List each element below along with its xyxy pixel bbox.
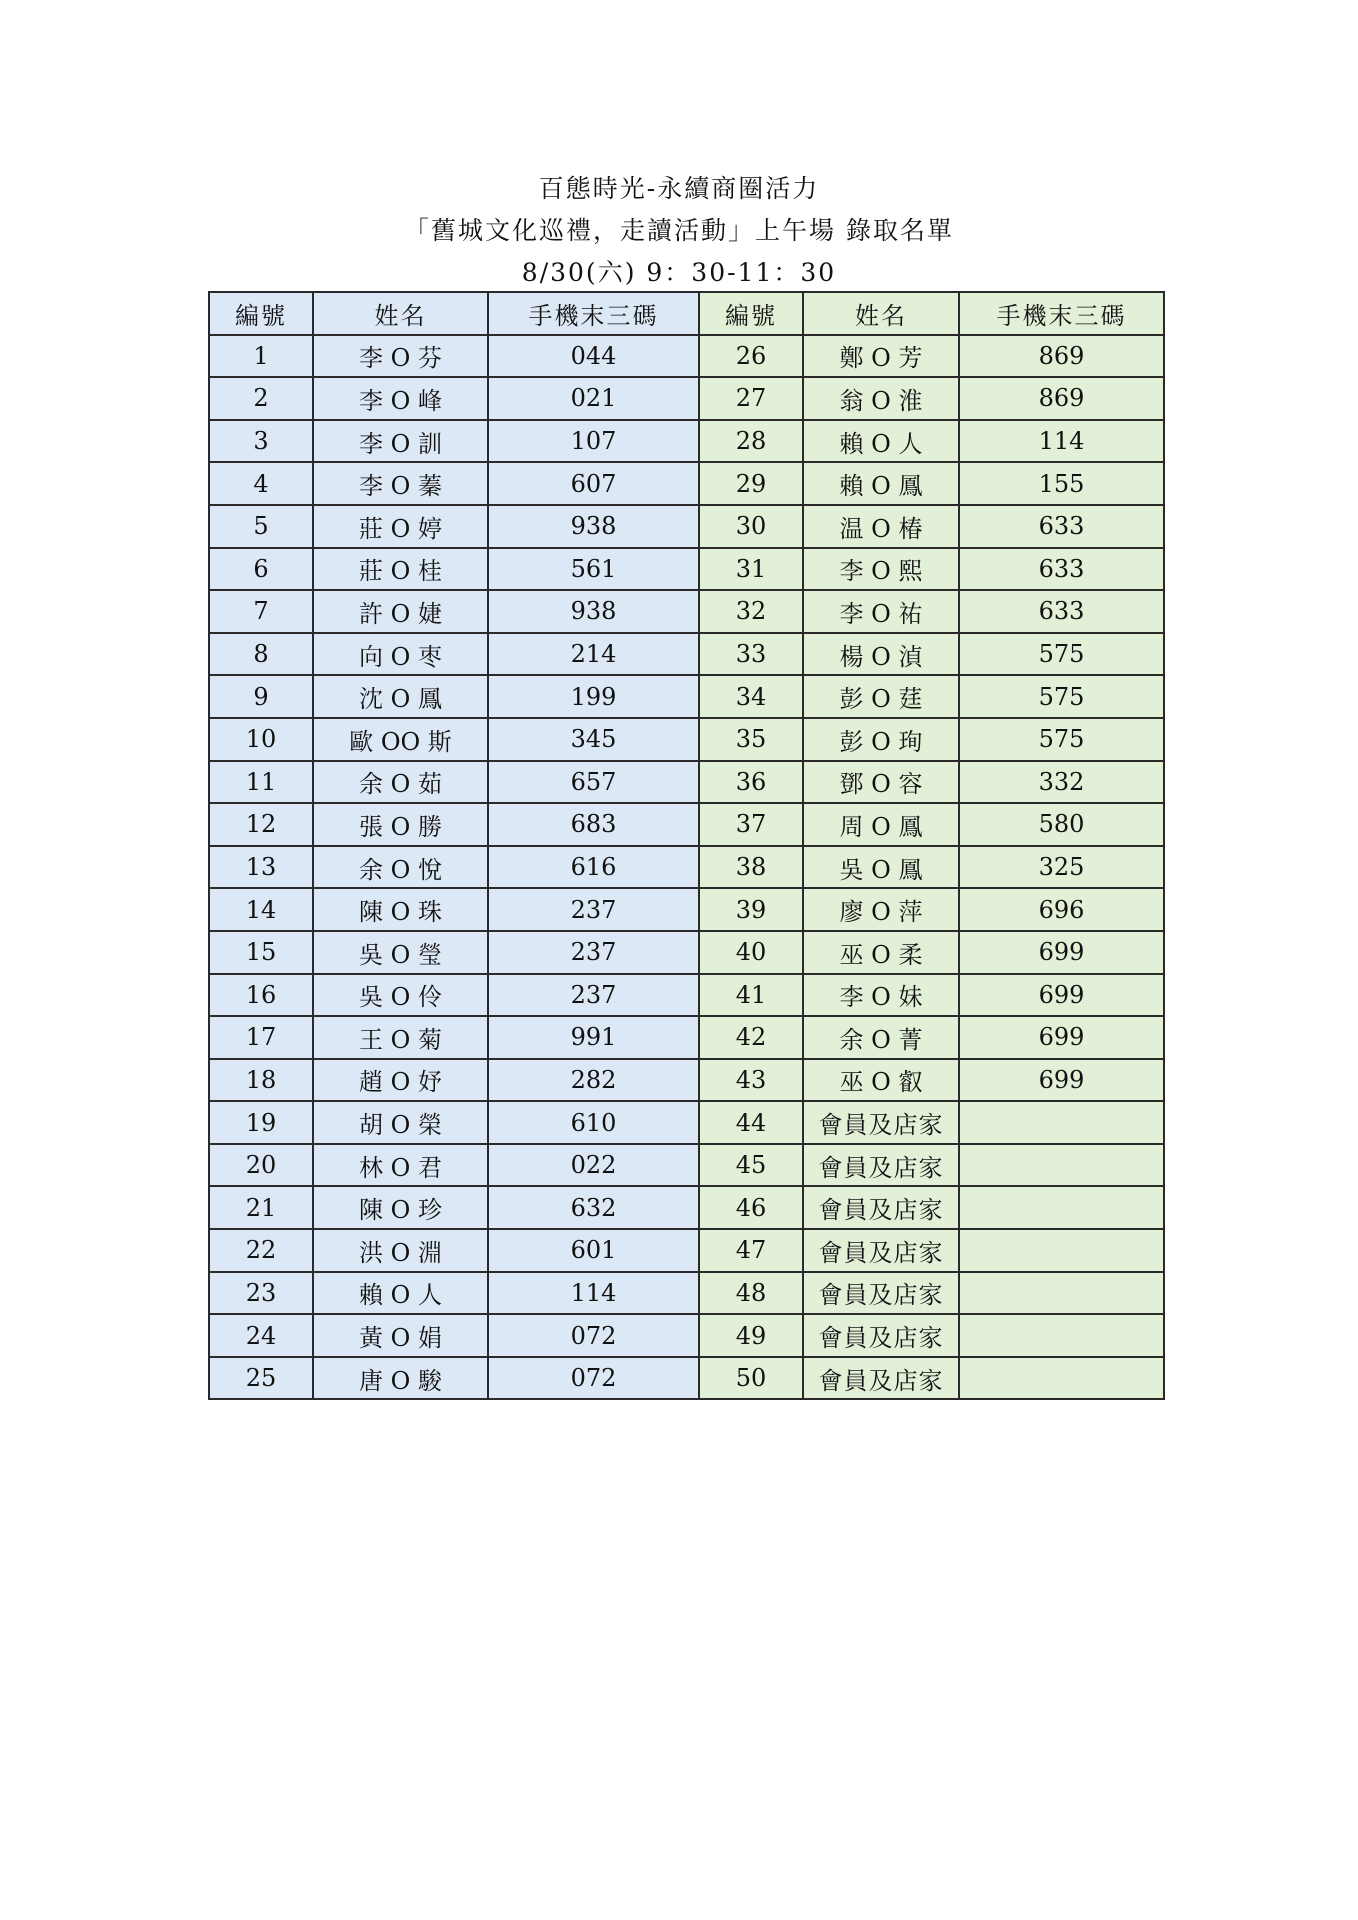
entry-name: 許 O 婕 <box>313 590 488 633</box>
entry-number: 2 <box>209 377 313 420</box>
entry-number: 43 <box>699 1059 803 1102</box>
table-row <box>209 803 1164 846</box>
entry-name: 會員及店家 <box>803 1272 959 1315</box>
entry-name: 楊 O 湞 <box>803 633 959 676</box>
entry-phone-last3: 938 <box>488 590 699 633</box>
entry-phone-last3: 325 <box>959 846 1164 889</box>
entry-number: 5 <box>209 505 313 548</box>
entry-name: 林 O 君 <box>313 1144 488 1187</box>
entry-name: 李 O 祐 <box>803 590 959 633</box>
entry-phone-last3: 575 <box>959 675 1164 718</box>
entry-number: 1 <box>209 335 313 378</box>
entry-number: 8 <box>209 633 313 676</box>
entry-name: 沈 O 鳳 <box>313 675 488 718</box>
entry-name: 莊 O 婷 <box>313 505 488 548</box>
table-row <box>209 974 1164 1017</box>
entry-name: 趙 O 妤 <box>313 1059 488 1102</box>
entry-name: 巫 O 柔 <box>803 931 959 974</box>
entry-phone-last3: 869 <box>959 377 1164 420</box>
entry-phone-last3: 633 <box>959 590 1164 633</box>
col-header-phone-left: 手機末三碼 <box>488 292 699 335</box>
entry-phone-last3: 633 <box>959 548 1164 591</box>
entry-name: 温 O 椿 <box>803 505 959 548</box>
entry-name: 余 O 悅 <box>313 846 488 889</box>
table-row <box>209 377 1164 420</box>
entry-phone-last3: 601 <box>488 1229 699 1272</box>
entry-name: 賴 O 鳳 <box>803 462 959 505</box>
table-row <box>209 1144 1164 1187</box>
entry-number: 25 <box>209 1357 313 1400</box>
entry-phone-last3: 610 <box>488 1101 699 1144</box>
entry-name: 會員及店家 <box>803 1101 959 1144</box>
entry-name: 會員及店家 <box>803 1314 959 1357</box>
entry-number: 10 <box>209 718 313 761</box>
entry-phone-last3: 072 <box>488 1314 699 1357</box>
table-row <box>209 590 1164 633</box>
entry-name: 鄭 O 芳 <box>803 335 959 378</box>
col-header-name-left: 姓名 <box>313 292 488 335</box>
entry-number: 45 <box>699 1144 803 1187</box>
entry-number: 42 <box>699 1016 803 1059</box>
entry-number: 38 <box>699 846 803 889</box>
entry-phone-last3: 282 <box>488 1059 699 1102</box>
entry-name: 會員及店家 <box>803 1186 959 1229</box>
event-title: 百態時光-永續商圈活力 <box>538 174 820 203</box>
table-row <box>209 718 1164 761</box>
table-row <box>209 1229 1164 1272</box>
entry-number: 50 <box>699 1357 803 1400</box>
entry-number: 24 <box>209 1314 313 1357</box>
entry-phone-last3: 683 <box>488 803 699 846</box>
entry-number: 16 <box>209 974 313 1017</box>
entry-name: 會員及店家 <box>803 1144 959 1187</box>
entry-name: 唐 O 駿 <box>313 1357 488 1400</box>
table-row <box>209 1186 1164 1229</box>
entry-name: 鄧 O 容 <box>803 761 959 804</box>
entry-phone-last3: 696 <box>959 888 1164 931</box>
entry-number: 39 <box>699 888 803 931</box>
entry-phone-last3: 237 <box>488 974 699 1017</box>
entry-phone-last3: 575 <box>959 718 1164 761</box>
entry-name: 彭 O 珣 <box>803 718 959 761</box>
table-row <box>209 761 1164 804</box>
entry-number: 47 <box>699 1229 803 1272</box>
entry-phone-last3: 607 <box>488 462 699 505</box>
entry-number: 15 <box>209 931 313 974</box>
entry-name: 歐 OO 斯 <box>313 718 488 761</box>
table-row <box>209 1357 1164 1400</box>
entry-phone-last3: 114 <box>488 1272 699 1315</box>
entry-name: 李 O 芬 <box>313 335 488 378</box>
entry-phone-last3: 938 <box>488 505 699 548</box>
table-row <box>209 675 1164 718</box>
entry-phone-last3: 632 <box>488 1186 699 1229</box>
entry-number: 18 <box>209 1059 313 1102</box>
entry-phone-last3 <box>959 1144 1164 1187</box>
entry-phone-last3: 633 <box>959 505 1164 548</box>
entry-number: 48 <box>699 1272 803 1315</box>
entry-number: 41 <box>699 974 803 1017</box>
entry-number: 29 <box>699 462 803 505</box>
entry-number: 9 <box>209 675 313 718</box>
entry-name: 陳 O 珍 <box>313 1186 488 1229</box>
table-row <box>209 1101 1164 1144</box>
entry-number: 22 <box>209 1229 313 1272</box>
entry-phone-last3: 699 <box>959 931 1164 974</box>
entry-phone-last3: 345 <box>488 718 699 761</box>
entry-name: 李 O 峰 <box>313 377 488 420</box>
entry-name: 莊 O 桂 <box>313 548 488 591</box>
entry-phone-last3: 580 <box>959 803 1164 846</box>
entry-phone-last3: 699 <box>959 974 1164 1017</box>
entry-number: 4 <box>209 462 313 505</box>
table-row <box>209 1016 1164 1059</box>
entry-name: 會員及店家 <box>803 1229 959 1272</box>
entry-number: 28 <box>699 420 803 463</box>
entry-name: 周 O 鳳 <box>803 803 959 846</box>
entry-number: 13 <box>209 846 313 889</box>
entry-name: 洪 O 淵 <box>313 1229 488 1272</box>
col-header-number-left: 編號 <box>209 292 313 335</box>
entry-number: 3 <box>209 420 313 463</box>
session-time: 8/30(六) 9：30-11：30 <box>521 258 837 287</box>
entry-name: 胡 O 榮 <box>313 1101 488 1144</box>
table-row <box>209 548 1164 591</box>
session-title: 「舊城文化巡禮，走讀活動」上午場 錄取名單 <box>404 216 954 245</box>
entry-number: 49 <box>699 1314 803 1357</box>
entry-phone-last3: 657 <box>488 761 699 804</box>
entry-phone-last3 <box>959 1314 1164 1357</box>
entry-phone-last3: 021 <box>488 377 699 420</box>
entry-number: 31 <box>699 548 803 591</box>
table-row <box>209 846 1164 889</box>
entry-number: 14 <box>209 888 313 931</box>
table-row <box>209 931 1164 974</box>
entry-phone-last3 <box>959 1229 1164 1272</box>
entry-number: 34 <box>699 675 803 718</box>
table-row <box>209 1272 1164 1315</box>
entry-name: 吳 O 伶 <box>313 974 488 1017</box>
table-row <box>209 335 1164 378</box>
entry-phone-last3: 699 <box>959 1059 1164 1102</box>
entry-name: 彭 O 莛 <box>803 675 959 718</box>
admission-list-table <box>208 291 1165 1400</box>
entry-phone-last3: 699 <box>959 1016 1164 1059</box>
entry-phone-last3: 044 <box>488 335 699 378</box>
table-row <box>209 462 1164 505</box>
table-header-row <box>209 292 1164 335</box>
entry-number: 27 <box>699 377 803 420</box>
entry-phone-last3: 155 <box>959 462 1164 505</box>
entry-name: 余 O 茹 <box>313 761 488 804</box>
entry-number: 7 <box>209 590 313 633</box>
entry-number: 30 <box>699 505 803 548</box>
entry-number: 26 <box>699 335 803 378</box>
entry-phone-last3: 869 <box>959 335 1164 378</box>
entry-name: 黃 O 娟 <box>313 1314 488 1357</box>
entry-phone-last3 <box>959 1186 1164 1229</box>
entry-phone-last3: 237 <box>488 888 699 931</box>
entry-phone-last3: 114 <box>959 420 1164 463</box>
table-row <box>209 633 1164 676</box>
entry-number: 46 <box>699 1186 803 1229</box>
entry-phone-last3: 214 <box>488 633 699 676</box>
entry-phone-last3: 237 <box>488 931 699 974</box>
table-row <box>209 888 1164 931</box>
entry-number: 35 <box>699 718 803 761</box>
entry-name: 賴 O 人 <box>803 420 959 463</box>
entry-number: 36 <box>699 761 803 804</box>
entry-name: 巫 O 叡 <box>803 1059 959 1102</box>
entry-number: 6 <box>209 548 313 591</box>
entry-number: 21 <box>209 1186 313 1229</box>
entry-name: 李 O 熙 <box>803 548 959 591</box>
entry-phone-last3: 991 <box>488 1016 699 1059</box>
entry-phone-last3: 107 <box>488 420 699 463</box>
col-header-phone-right: 手機末三碼 <box>959 292 1164 335</box>
entry-number: 17 <box>209 1016 313 1059</box>
entry-name: 向 O 枣 <box>313 633 488 676</box>
entry-phone-last3: 199 <box>488 675 699 718</box>
entry-name: 吳 O 鳳 <box>803 846 959 889</box>
entry-name: 吳 O 瑩 <box>313 931 488 974</box>
entry-number: 11 <box>209 761 313 804</box>
entry-phone-last3: 575 <box>959 633 1164 676</box>
entry-name: 會員及店家 <box>803 1357 959 1400</box>
entry-name: 賴 O 人 <box>313 1272 488 1315</box>
entry-name: 張 O 勝 <box>313 803 488 846</box>
entry-name: 李 O 妹 <box>803 974 959 1017</box>
entry-number: 20 <box>209 1144 313 1187</box>
entry-number: 33 <box>699 633 803 676</box>
entry-name: 翁 O 淮 <box>803 377 959 420</box>
table-row <box>209 1059 1164 1102</box>
entry-name: 李 O 訓 <box>313 420 488 463</box>
entry-name: 余 O 菁 <box>803 1016 959 1059</box>
entry-number: 32 <box>699 590 803 633</box>
entry-number: 12 <box>209 803 313 846</box>
entry-number: 23 <box>209 1272 313 1315</box>
document-header <box>0 168 1358 294</box>
entry-number: 19 <box>209 1101 313 1144</box>
entry-phone-last3 <box>959 1272 1164 1315</box>
col-header-number-right: 編號 <box>699 292 803 335</box>
table-row <box>209 505 1164 548</box>
entry-name: 陳 O 珠 <box>313 888 488 931</box>
entry-phone-last3: 616 <box>488 846 699 889</box>
entry-phone-last3: 022 <box>488 1144 699 1187</box>
entry-phone-last3: 332 <box>959 761 1164 804</box>
entry-name: 王 O 菊 <box>313 1016 488 1059</box>
entry-phone-last3 <box>959 1101 1164 1144</box>
entry-name: 李 O 蓁 <box>313 462 488 505</box>
col-header-name-right: 姓名 <box>803 292 959 335</box>
table-row <box>209 420 1164 463</box>
entry-name: 廖 O 萍 <box>803 888 959 931</box>
entry-phone-last3 <box>959 1357 1164 1400</box>
table-row <box>209 1314 1164 1357</box>
entry-number: 44 <box>699 1101 803 1144</box>
entry-number: 40 <box>699 931 803 974</box>
entry-phone-last3: 072 <box>488 1357 699 1400</box>
entry-phone-last3: 561 <box>488 548 699 591</box>
entry-number: 37 <box>699 803 803 846</box>
